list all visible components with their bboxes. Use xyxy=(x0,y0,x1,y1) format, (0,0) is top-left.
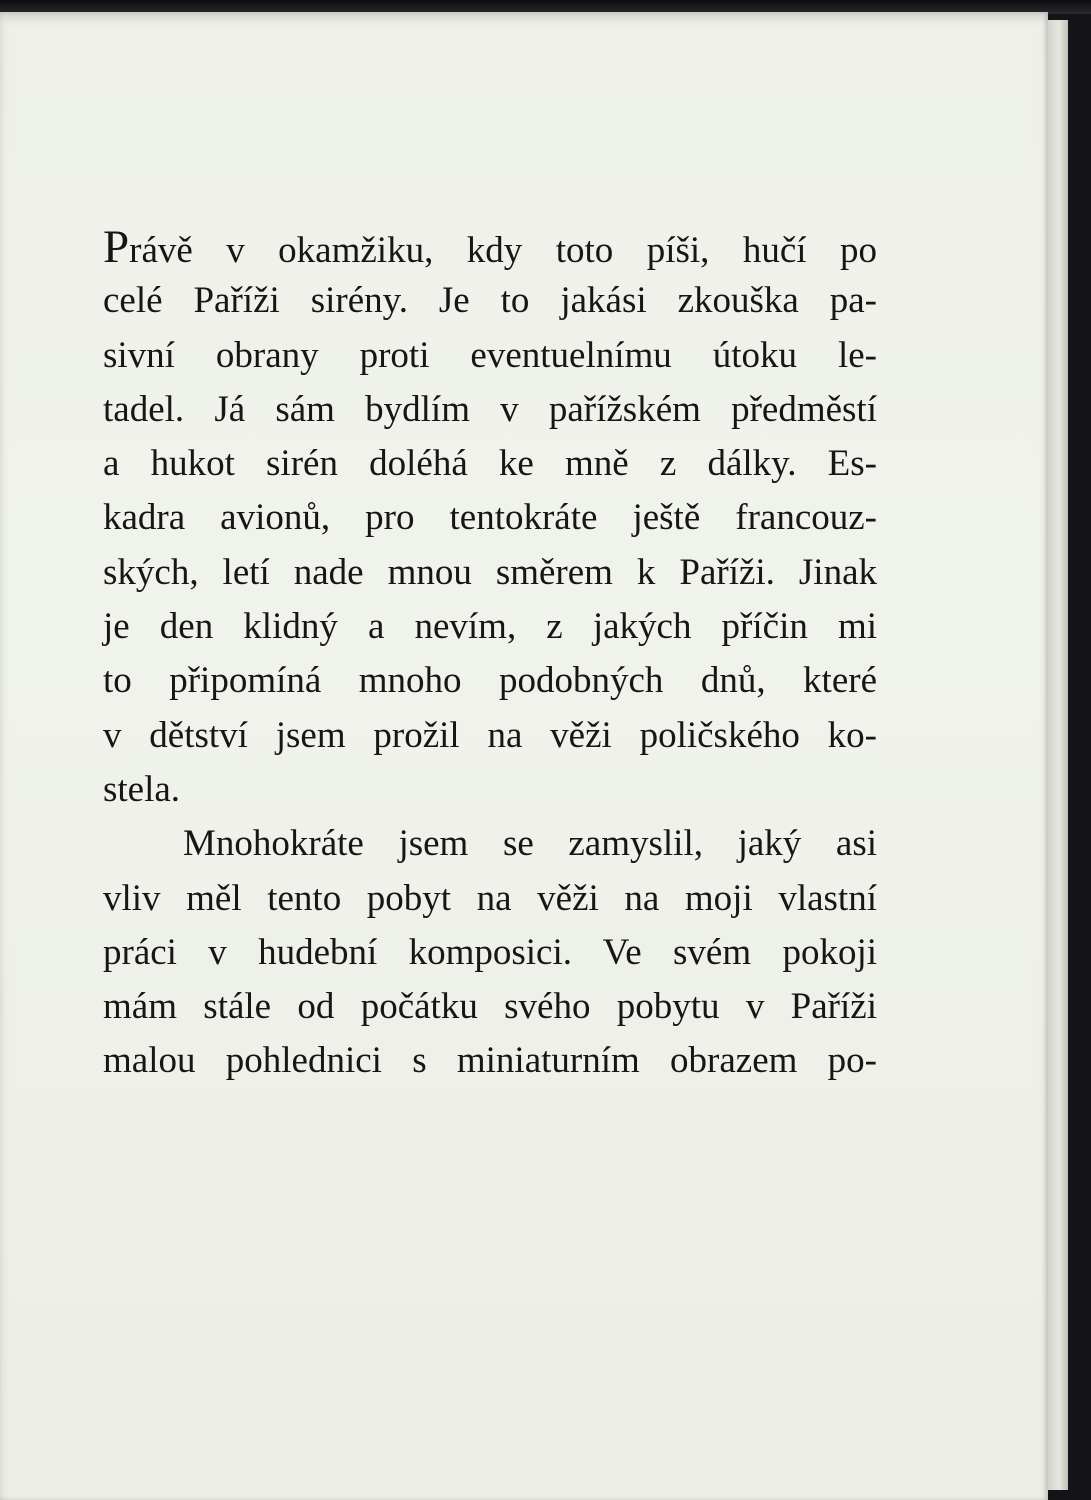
text-line: práci v hudební komposici. Ve svém pokoji xyxy=(103,931,877,973)
text-line: kadra avionů, pro tentokráte ještě francouz- xyxy=(103,497,877,539)
text-line: vliv měl tento pobyt na věži na moji vlastní xyxy=(103,877,877,919)
text-line: to připomíná mnoho podobných dnů, které xyxy=(103,660,877,702)
text-line: ských, letí nade mnou směrem k Paříži. Jinak xyxy=(103,551,877,593)
initial-letter: P xyxy=(103,221,130,273)
text-line: sivní obrany proti eventuelnímu útoku le- xyxy=(103,334,877,376)
text-line: mám stále od počátku svého pobytu v Paříži xyxy=(103,986,877,1028)
text-line: je den klidný a nevím, z jakých příčin mi xyxy=(103,606,877,648)
text-line: tadel. Já sám bydlím v pařížském předměstí xyxy=(103,388,877,430)
text-line: stela. xyxy=(103,768,181,810)
text-line: Právě v okamžiku, kdy toto píši, hučí po xyxy=(103,221,877,273)
body-text xyxy=(103,220,877,1089)
text-line: malou pohlednici s miniaturním obrazem po- xyxy=(103,1040,877,1082)
underlying-sheet-edge xyxy=(1046,20,1068,1490)
text-line: a hukot sirén doléhá ke mně z dálky. Es- xyxy=(103,443,877,485)
text-line: v dětství jsem prožil na věži poličského ko- xyxy=(103,714,877,756)
text-line: celé Paříži sirény. Je to jakási zkouška pa- xyxy=(103,280,877,322)
book-page xyxy=(0,12,1048,1500)
text-line: Mnohokráte jsem se zamyslil, jaký asi xyxy=(183,823,877,865)
